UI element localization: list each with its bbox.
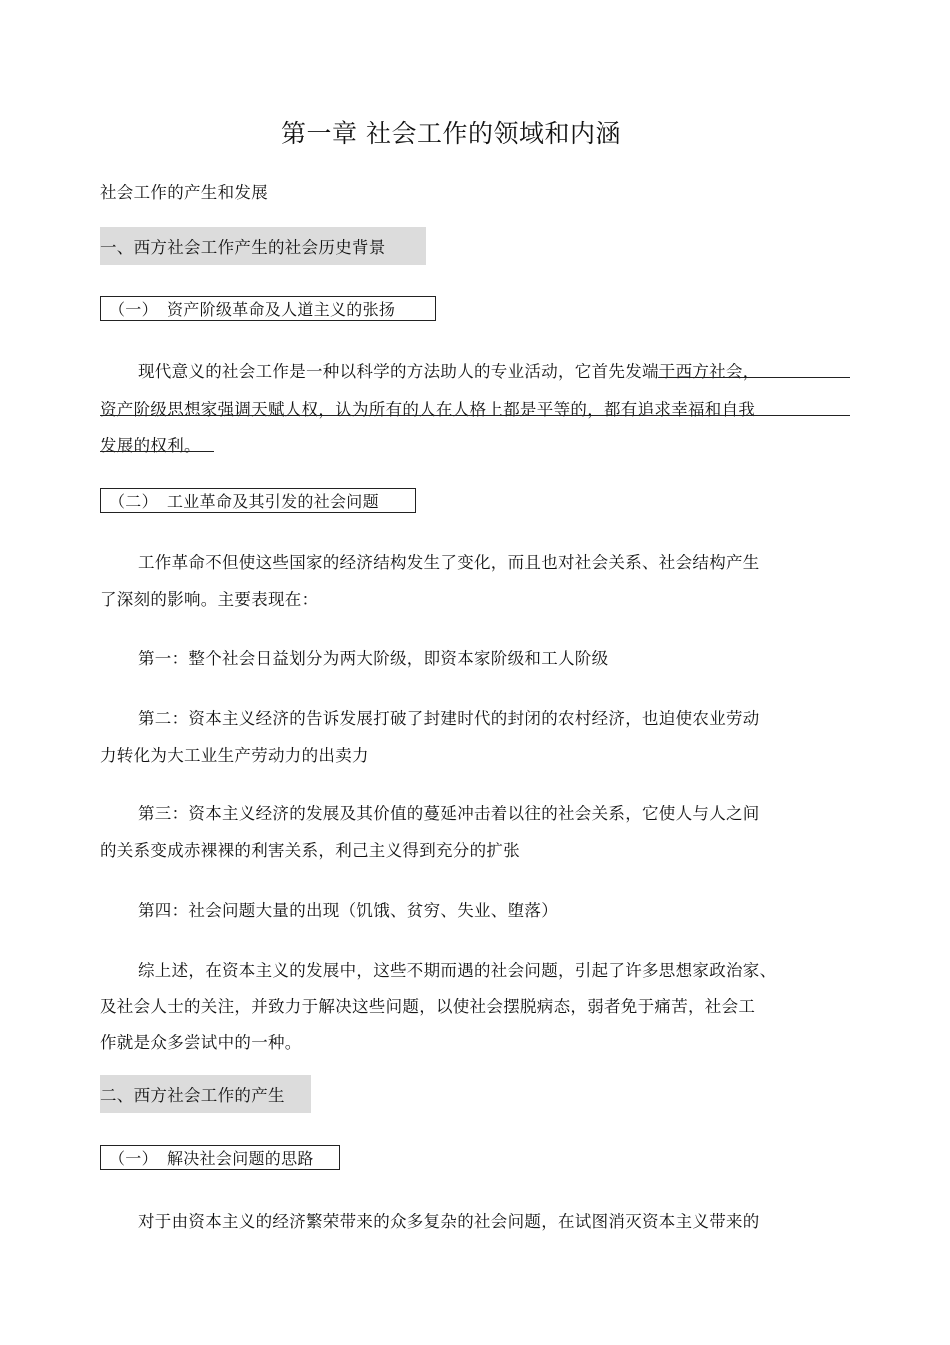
part1-sub2-title: 工业革命及其引发的社会问题 xyxy=(167,492,379,511)
summary-line-3: 作就是众多尝试中的一种。 xyxy=(100,1033,302,1052)
point-second-line-2: 力转化为大工业生产劳动力的出卖力 xyxy=(100,746,369,765)
p1-line-3: 发展的权利。 xyxy=(100,436,201,455)
part1-heading-text: 一、西方社会工作产生的社会历史背景 xyxy=(100,238,386,257)
underline-2 xyxy=(100,415,850,416)
part1-heading xyxy=(100,227,426,265)
summary-line-1: 综上述，在资本主义的发展中，这些不期而遇的社会问题，引起了许多思想家政治家、 xyxy=(138,961,777,980)
chapter-title: 第一章 社会工作的领域和内涵 xyxy=(281,119,621,148)
intro-line-1: 工作革命不但使这些国家的经济结构发生了变化，而且也对社会关系、社会结构产生 xyxy=(138,553,760,572)
point-second-line-1: 第二：资本主义经济的告诉发展打破了封建时代的封闭的农村经济，也迫使农业劳动 xyxy=(138,709,760,728)
section-heading: 社会工作的产生和发展 xyxy=(100,183,268,202)
summary-line-2: 及社会人士的关注，并致力于解决这些问题，以使社会摆脱病态，弱者免于痛苦，社会工 xyxy=(100,997,756,1016)
part1-sub2-num: （二） xyxy=(109,492,158,511)
p1-line-1: 现代意义的社会工作是一种以科学的方法助人的专业活动，它首先发端于西方社会， xyxy=(138,362,760,381)
part2-heading xyxy=(100,1075,311,1113)
point-first: 第一：整个社会日益划分为两大阶级，即资本家阶级和工人阶级 xyxy=(138,649,609,668)
underline-1 xyxy=(658,377,850,378)
intro-line-2: 了深刻的影响。主要表现在： xyxy=(100,590,319,609)
p1-line-2: 资产阶级思想家强调天赋人权，认为所有的人在人格上都是平等的，都有追求幸福和自我 xyxy=(100,400,756,419)
part2-sub1-num: （一） xyxy=(109,1149,158,1168)
part2-heading-text: 二、西方社会工作的产生 xyxy=(100,1086,285,1105)
part2-line-1: 对于由资本主义的经济繁荣带来的众多复杂的社会问题，在试图消灭资本主义带来的 xyxy=(138,1212,760,1231)
part2-sub1-heading xyxy=(100,1145,340,1170)
point-third-line-2: 的关系变成赤裸裸的利害关系，利己主义得到充分的扩张 xyxy=(100,841,520,860)
part2-sub1-title: 解决社会问题的思路 xyxy=(167,1149,314,1168)
part1-sub1-title: 资产阶级革命及人道主义的张扬 xyxy=(167,300,396,319)
part1-sub1-num: （一） xyxy=(109,300,158,319)
underline-3 xyxy=(100,451,214,452)
part1-sub1-heading xyxy=(100,296,436,321)
point-third-line-1: 第三：资本主义经济的发展及其价值的蔓延冲击着以往的社会关系，它使人与人之间 xyxy=(138,804,760,823)
point-fourth: 第四：社会问题大量的出现（饥饿、贫穷、失业、堕落） xyxy=(138,901,558,920)
part1-sub2-heading xyxy=(100,488,416,513)
